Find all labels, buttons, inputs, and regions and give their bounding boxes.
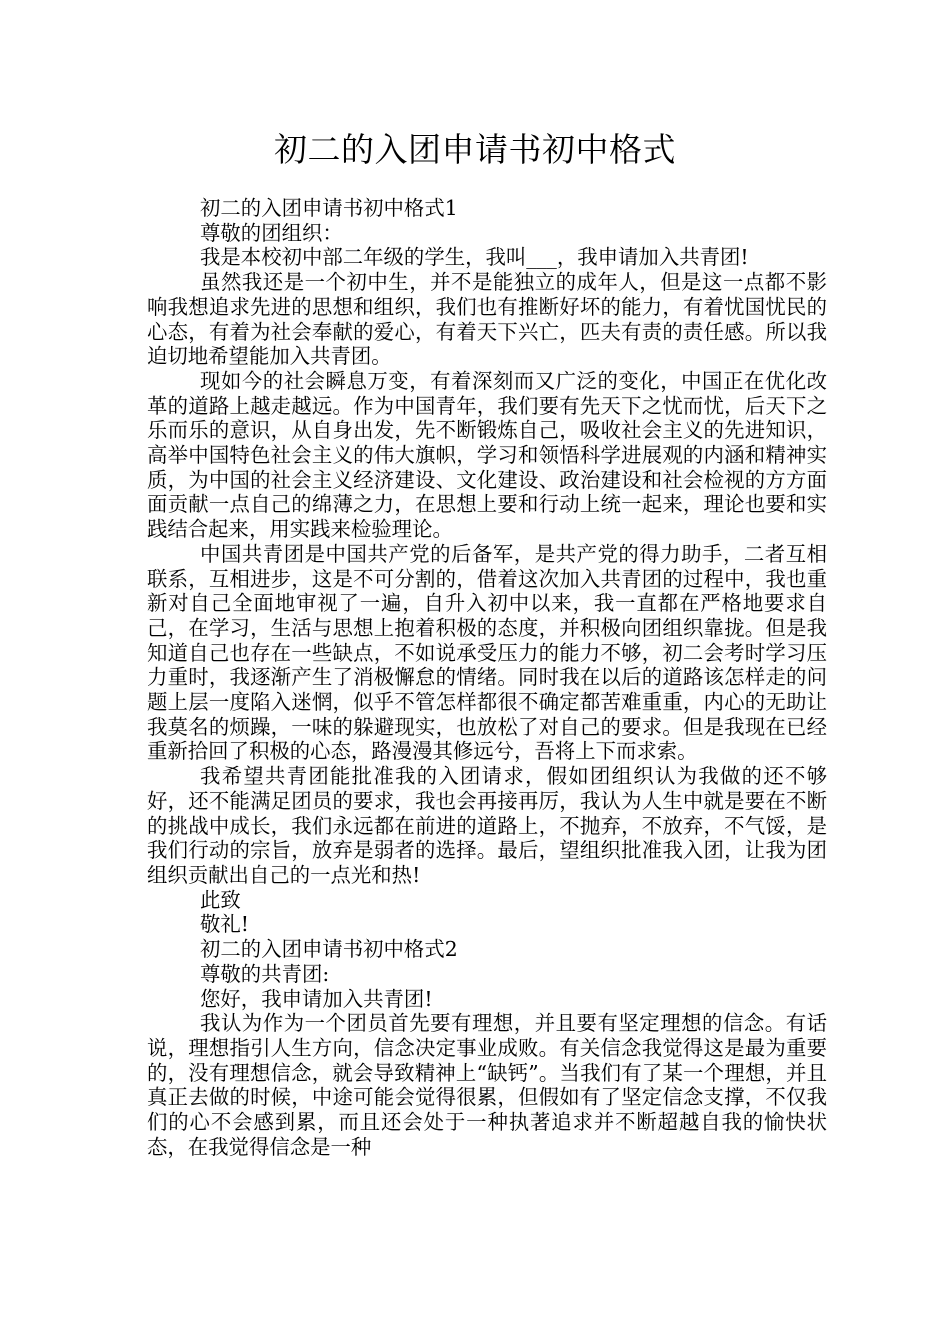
closing-line: 敬礼! <box>200 912 250 937</box>
section-heading-1: 初二的入团申请书初中格式1 <box>200 196 458 220</box>
paragraph: 我是本校初中部二年级的学生，我叫___，我申请加入共青团! <box>200 245 749 270</box>
paragraph: 中国共青团是中国共产党的后备军，是共产党的得力助手，二者互相联系，互相进步，这是不可分割的，借着这次加入共青团的过程中，我也重新对自己全面地审视了一遍，自升入初中以来，我一直都在严格地要求自己，在学习，生活与思想上抱着积极的态度，并积极向团组织靠拢。但是我知道自己也存在一些缺点，不如说承受压力的能力不够，初二会考时学习压力重时，我逐渐产生了消极懈怠的情绪。同时我在以后的道路该怎样走的问题上层一度陷入迷惘，似乎不管怎样都很不确定都苦难重重，内心的无助让我莫名的烦躁，一味的躲避现实，也放松了对自己的要求。但是我现在已经重新拾回了积极的心态，路漫漫其修远兮，吾将上下而求索。 <box>147 541 827 764</box>
salutation: 尊敬的共青团: <box>200 961 330 986</box>
paragraph: 您好，我申请加入共青团! <box>200 986 433 1011</box>
paragraph: 虽然我还是一个初中生，并不是能独立的成年人，但是这一点都不影响我想追求先进的思想和组织，我们也有推断好坏的能力，有着忧国忧民的心态，有着为社会奉献的爱心，有着天下兴亡，匹夫有责的责任感。所以我迫切地希望能加入共青团。 <box>147 270 827 369</box>
document-body <box>147 196 827 1159</box>
paragraph: 我希望共青团能批准我的入团请求，假如团组织认为我做的还不够好，还不能满足团员的要求，我也会再接再厉，我认为人生中就是要在不断的挑战中成长，我们永远都在前进的道路上，不抛弃，不放弃，不气馁，是我们行动的宗旨，放弃是弱者的选择。最后，望组织批准我入团，让我为团组织贡献出自己的一点光和热! <box>147 764 827 887</box>
paragraph: 现如今的社会瞬息万变，有着深刻而又广泛的变化，中国正在优化改革的道路上越走越远。作为中国青年，我们要有先天下之忧而忧，后天下之乐而乐的意识，从自身出发，先不断锻炼自己，吸收社会主义的先进知识，高举中国特色社会主义的伟大旗帜，学习和领悟科学进展观的内涵和精神实质，为中国的社会主义经济建设、文化建设、政治建设和社会检视的方方面面贡献一点自己的绵薄之力，在思想上要和行动上统一起来，理论也要和实践结合起来，用实践来检验理论。 <box>147 368 827 542</box>
section-heading-2: 初二的入团申请书初中格式2 <box>200 937 458 962</box>
paragraph: 我认为作为一个团员首先要有理想，并且要有坚定理想的信念。有话说，理想指引人生方向，信念决定事业成败。有关信念我觉得这是最为重要的，没有理想信念，就会导致精神上“缺钙”。当我们有了某一个理想，并且真正去做的时候，中途可能会觉得很累，但假如有了坚定信念支撑，不仅我们的心不会感到累，而且还会处于一种执著追求并不断超越自我的愉快状态，在我觉得信念是一种 <box>147 1011 827 1159</box>
closing-line: 此致 <box>200 887 241 912</box>
document-title: 初二的入团申请书初中格式 <box>274 130 676 169</box>
salutation: 尊敬的团组织： <box>200 220 343 245</box>
